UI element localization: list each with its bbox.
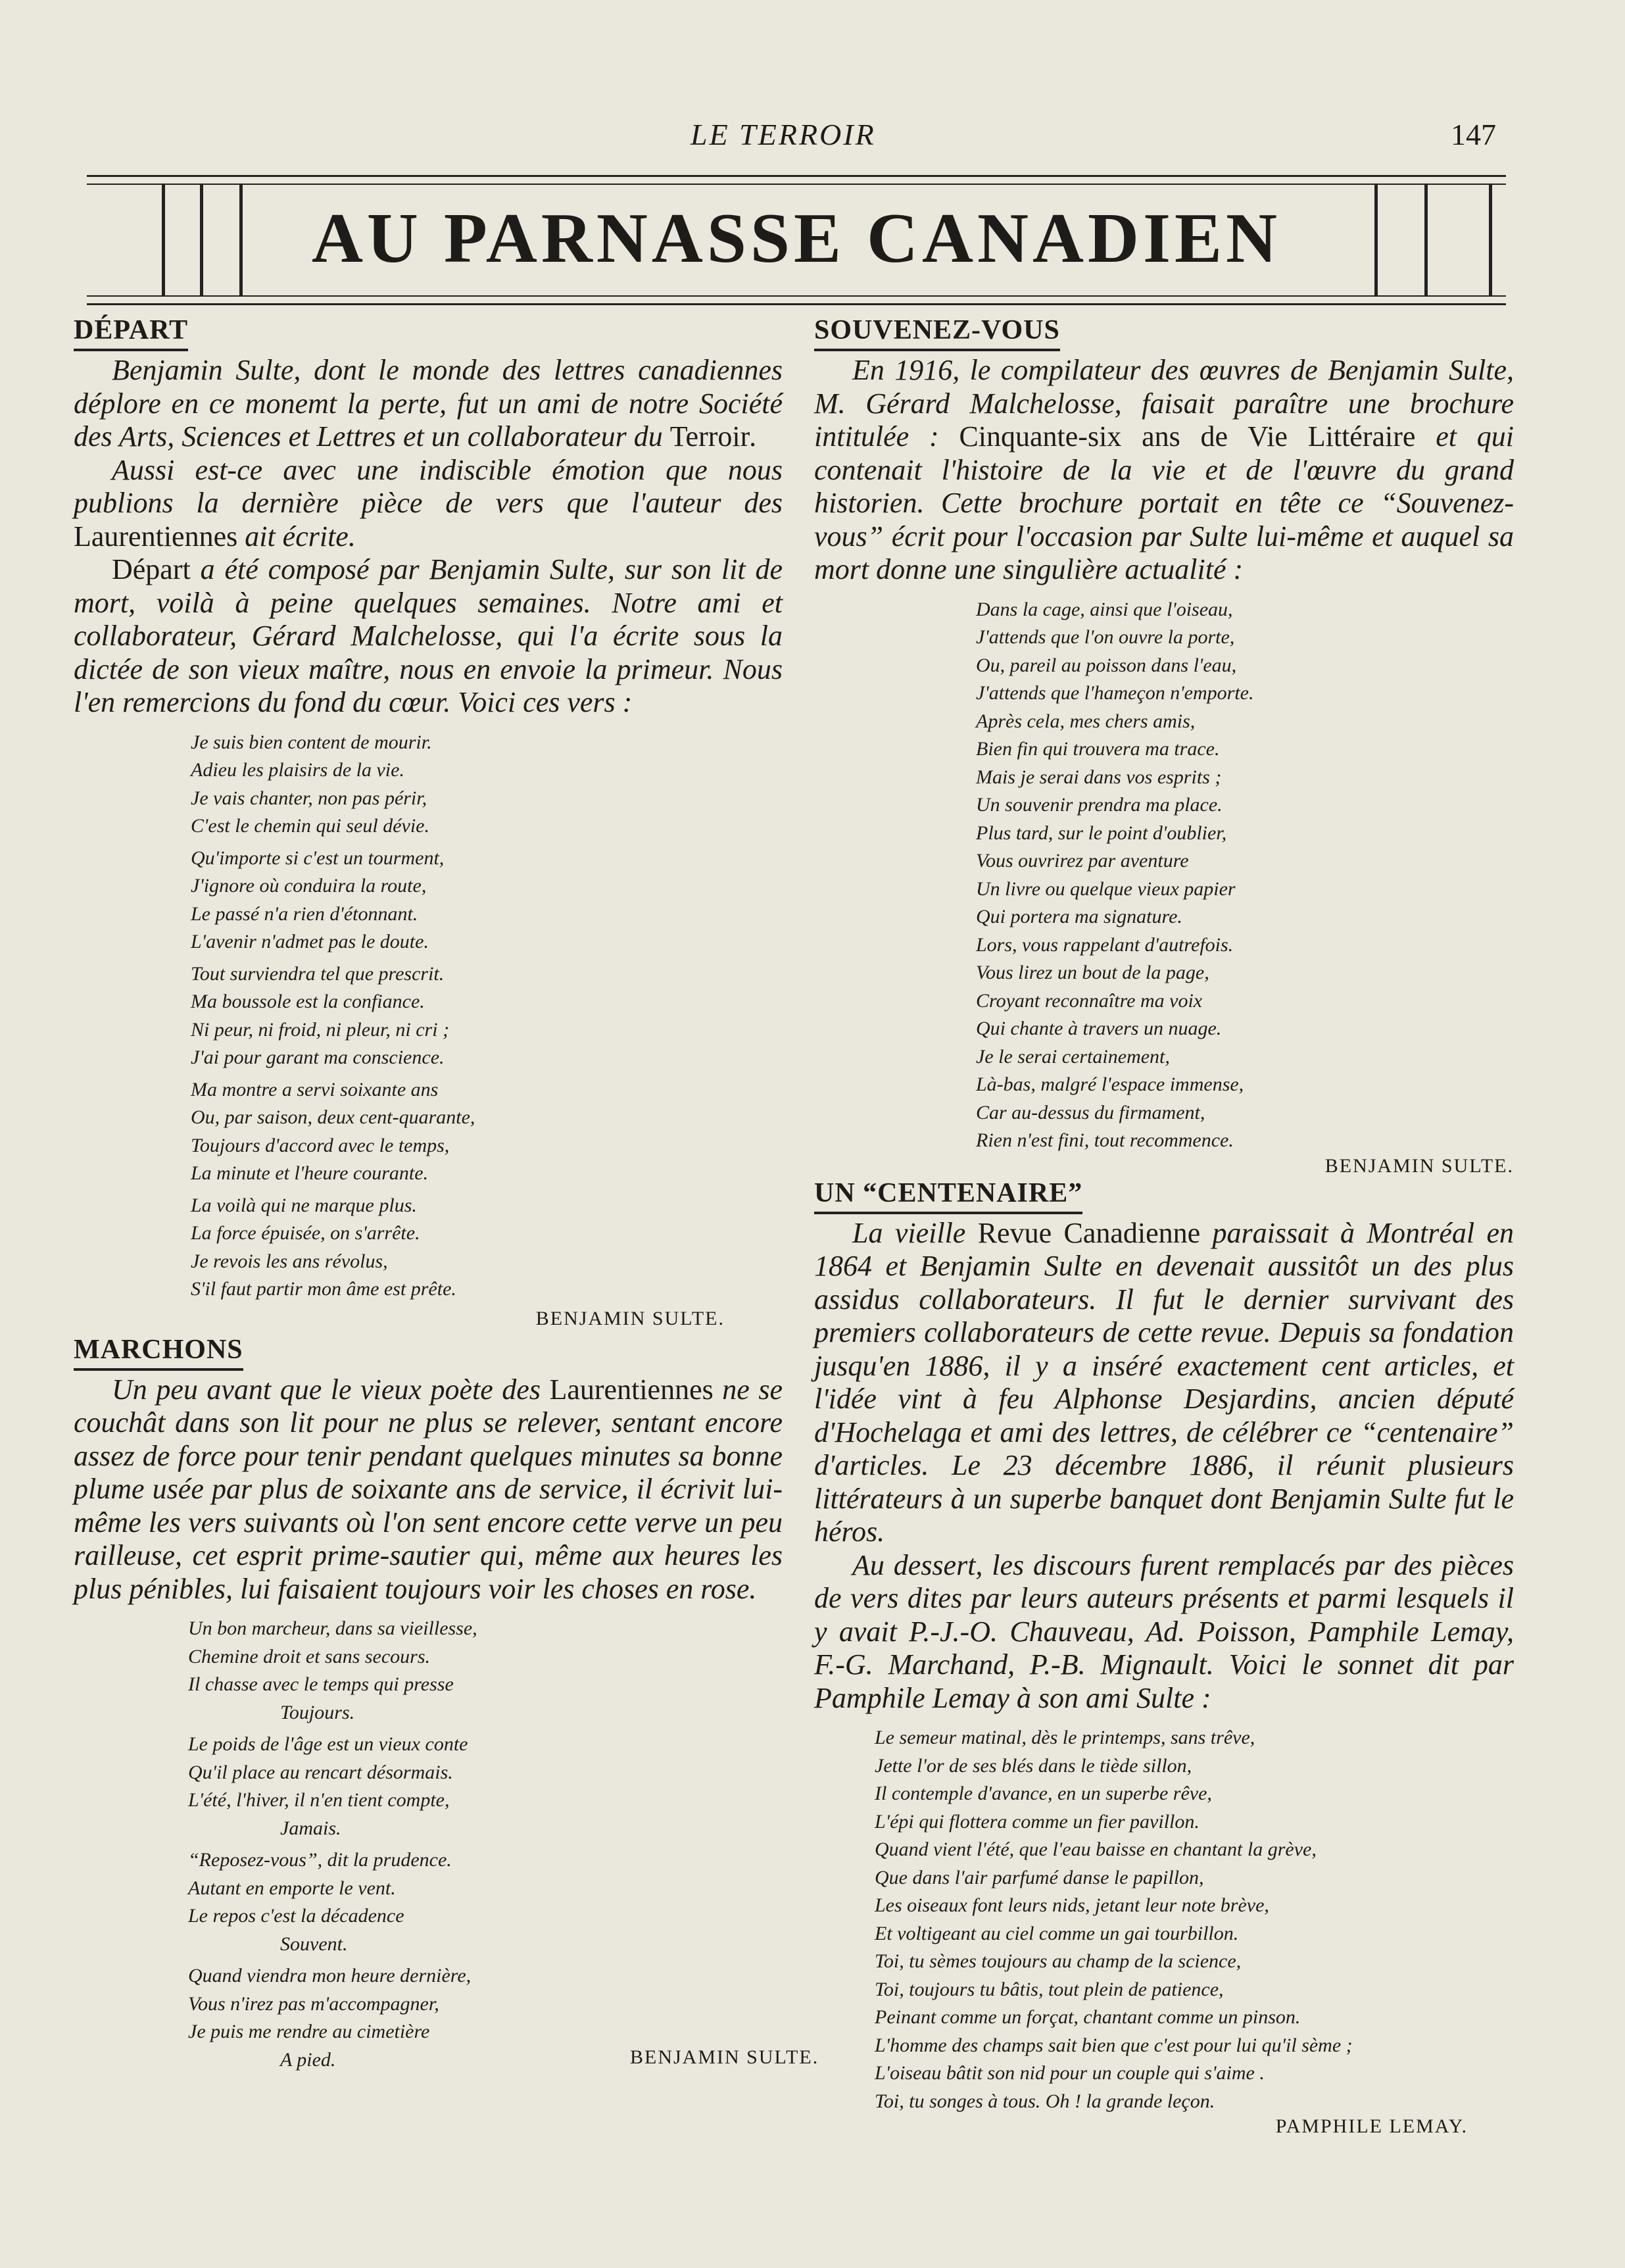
verse: Toi, tu sèmes toujours au champ de la science, bbox=[875, 1950, 1242, 1972]
verse: Qui portera ma signature. bbox=[976, 906, 1182, 927]
text: ait écrite. bbox=[237, 520, 356, 553]
verse: J'ignore où conduira la route, bbox=[191, 875, 427, 897]
poem-title: Départ bbox=[112, 553, 191, 585]
running-title: LE TERROIR bbox=[691, 118, 876, 151]
verse: Le repos c'est la décadence bbox=[188, 1905, 404, 1927]
text: Aussi est-ce avec une indiscible émotion que nous publions la dernière pièce de vers que l'auteur des bbox=[74, 453, 783, 519]
verse: J'attends que l'hameçon n'emporte. bbox=[976, 682, 1254, 704]
verse: Adieu les plaisirs de la vie. bbox=[191, 759, 404, 781]
verse: Dans la cage, ainsi que l'oiseau, bbox=[976, 598, 1233, 620]
section-depart bbox=[74, 314, 783, 1330]
verse: La force épuisée, on s'arrête. bbox=[191, 1222, 420, 1244]
verse: Les oiseaux font leurs nids, jetant leur note brève, bbox=[875, 1894, 1269, 1916]
verse: Quand viendra mon heure dernière, bbox=[188, 1965, 472, 1986]
verse: Lors, vous rappelant d'autrefois. bbox=[976, 933, 1234, 956]
verse: Croyant reconnaître ma voix bbox=[976, 989, 1203, 1012]
journal-title: Terroir bbox=[669, 420, 750, 453]
verse: Vous ouvrirez par aventure bbox=[976, 850, 1189, 872]
paragraph bbox=[74, 553, 783, 720]
stanza bbox=[191, 845, 783, 956]
verse: Je suis bien content de mourir. bbox=[191, 731, 432, 753]
section-souvenez-vous bbox=[814, 314, 1514, 1177]
verse: L'oiseau bâtit son nid pour un couple qui s'aime . bbox=[875, 2062, 1265, 2084]
verse: Chemine droit et sans secours. bbox=[188, 1645, 431, 1667]
verse: L'épi qui flottera comme un fier pavillon. bbox=[875, 1810, 1200, 1833]
verse: Il chasse avec le temps qui presse bbox=[188, 1673, 454, 1695]
verse: C'est le chemin qui seul dévie. bbox=[191, 815, 429, 837]
verse: L'avenir n'admet pas le doute. bbox=[191, 931, 429, 952]
stanza bbox=[191, 729, 783, 841]
verse: Qu'il place au rencart désormais. bbox=[188, 1761, 453, 1783]
verse: Toujours. bbox=[280, 1701, 355, 1723]
verse: L'été, l'hiver, il n'en tient compte, bbox=[188, 1789, 450, 1811]
verse: Quand vient l'été, que l'eau baisse en chantant la grève, bbox=[875, 1838, 1317, 1860]
verse: J'ai pour garant ma conscience. bbox=[191, 1047, 445, 1068]
stanza bbox=[188, 1846, 783, 1958]
paragraph bbox=[74, 354, 783, 454]
verse: Toi, tu songes à tous. Oh ! la grande leçon. bbox=[875, 2090, 1215, 2112]
verse: J'attends que l'on ouvre la porte, bbox=[976, 626, 1235, 648]
verse: Toujours d'accord avec le temps, bbox=[191, 1134, 450, 1156]
poem bbox=[976, 596, 1514, 1155]
verse: Car au-dessus du firmament, bbox=[976, 1101, 1205, 1123]
signature: BENJAMIN SULTE. bbox=[630, 2046, 819, 2068]
verse: “Reposez-vous”, dit la prudence. bbox=[188, 1849, 452, 1871]
verse: Le semeur matinal, dès le printemps, sans trêve, bbox=[875, 1727, 1255, 1748]
right-column bbox=[814, 314, 1514, 2138]
section-centenaire bbox=[814, 1177, 1514, 2138]
text: Benjamin Sulte, dont le monde des lettres canadiennes déplore en ce monemt la perte, fut un ami de notre Société des Arts, Sciences et Lettres et un collaborateur du bbox=[74, 354, 783, 453]
verse: Ma montre a servi soixante ans bbox=[191, 1078, 439, 1100]
verse: Je vais chanter, non pas périr, bbox=[191, 787, 427, 809]
running-head bbox=[0, 117, 1625, 157]
poem bbox=[875, 1724, 1514, 2115]
signature: PAMPHILE LEMAY. bbox=[1275, 2115, 1468, 2137]
section-heading: DÉPART bbox=[74, 314, 188, 351]
paragraph bbox=[814, 1549, 1514, 1715]
verse: Autant en emporte le vent. bbox=[188, 1877, 396, 1899]
verse: Je puis me rendre au cimetière bbox=[188, 2021, 430, 2042]
section-heading: UN “CENTENAIRE” bbox=[814, 1177, 1082, 1214]
verse: Un livre ou quelque vieux papier bbox=[976, 877, 1236, 900]
verse: Ou, par saison, deux cent-quarante, bbox=[191, 1106, 475, 1128]
stanza bbox=[188, 1731, 783, 1842]
signature: BENJAMIN SULTE. bbox=[1324, 1154, 1514, 1177]
verse: Après cela, mes chers amis, bbox=[976, 710, 1196, 732]
stanza bbox=[191, 1076, 783, 1188]
left-column bbox=[74, 314, 819, 2078]
verse: Ma boussole est la confiance. bbox=[191, 991, 425, 1012]
verse: Tout surviendra tel que prescrit. bbox=[191, 962, 445, 985]
text: et qui contenait l'histoire de la vie et de l'œuvre du grand historien. Cette brochure portait en tête ce “Souvenez-vous” écrit pour l'occasion par Sulte lui-même et auquel sa mort donne une singulière actualité : bbox=[814, 420, 1514, 585]
verse: Là-bas, malgré l'espace immense, bbox=[976, 1073, 1244, 1095]
title-banner bbox=[87, 175, 1506, 305]
verse: S'il faut partir mon âme est prête. bbox=[191, 1278, 456, 1300]
poem bbox=[191, 729, 783, 1304]
paragraph bbox=[814, 1217, 1514, 1549]
stanza bbox=[191, 1192, 783, 1304]
verse: Qui chante à travers un nuage. bbox=[976, 1018, 1222, 1039]
verse: Vous lirez un bout de la page, bbox=[976, 962, 1209, 983]
text: a été composé par Benjamin Sulte, sur son lit de mort, voilà à peine quelques semaines. Notre ami et collaborateur, Gérard Malchelosse, qui l'a écrite sous la dictée de son vieux maître, nous en envoie la primeur. Nous l'en remercions du fond du cœur. Voici ces vers : bbox=[74, 553, 783, 718]
poem bbox=[188, 1615, 819, 2074]
section-marchons bbox=[74, 1334, 819, 2075]
verse: Rien n'est fini, tout recommence. bbox=[976, 1129, 1234, 1151]
verse: L'homme des champs sait bien que c'est pour lui qu'il sème ; bbox=[875, 2034, 1353, 2056]
text: La vieille bbox=[852, 1216, 978, 1249]
paragraph bbox=[74, 1373, 783, 1606]
verse: La minute et l'heure courante. bbox=[191, 1162, 429, 1184]
stanza bbox=[191, 960, 783, 1072]
book-title: Cinquante-six ans de Vie Littéraire bbox=[959, 420, 1416, 453]
verse: Je le serai certainement, bbox=[976, 1045, 1170, 1068]
text: Un peu avant que le vieux poète des bbox=[112, 1373, 550, 1406]
verse: Peinant comme un forçat, chantant comme un pinson. bbox=[875, 2006, 1301, 2028]
paragraph bbox=[74, 454, 783, 554]
verse: Il contemple d'avance, en un superbe rêve, bbox=[875, 1783, 1212, 1804]
verse: Qu'importe si c'est un tourment, bbox=[191, 847, 445, 869]
verse: Le poids de l'âge est un vieux conte bbox=[188, 1733, 468, 1755]
text: En 1916, le compilateur des œuvres de Benjamin Sulte, M. Gérard Malchelosse, faisait paraître une brochure intitulée : bbox=[814, 354, 1514, 453]
verse: Toi, toujours tu bâtis, tout plein de patience, bbox=[875, 1978, 1224, 2000]
verse: Bien fin qui trouvera ma trace. bbox=[976, 738, 1220, 760]
paragraph bbox=[814, 354, 1514, 587]
verse: Ou, pareil au poisson dans l'eau, bbox=[976, 654, 1237, 676]
verse: Le passé n'a rien d'étonnant. bbox=[191, 902, 418, 925]
text: ne se couchât dans son lit pour ne plus se relever, sentant encore assez de force pour tenir pendant quelques minutes sa bonne plume usée par plus de soixante ans de service, il écrivit lui-même les vers suivants où l'on sent encore cette verve un peu railleuse, cet esprit prime-sautier qui, même aux heures les plus pénibles, lui faisaient toujours voir les choses en rose. bbox=[74, 1373, 783, 1605]
verse: Vous n'irez pas m'accompagner, bbox=[188, 1992, 439, 2015]
verse: Jette l'or de ses blés dans le tiède sillon, bbox=[875, 1754, 1192, 1777]
verse: Je revois les ans révolus, bbox=[191, 1250, 388, 1272]
verse: Que dans l'air parfumé danse le papillon, bbox=[875, 1866, 1204, 1888]
book-title: Laurentiennes bbox=[549, 1373, 714, 1406]
text: paraissait à Montréal en 1864 et Benjamin Sulte en devenait aussitôt un des plus assidus collaborateurs. Il fut le dernier survivant des premiers collaborateurs de cette revue. Depuis sa fondation jusqu'en 1886, il y a inséré exactement cent articles, et l'idée vint à feu Alphonse Desjardins, ancien député d'Hochelaga et ami des lettres, de célébrer ce “centenaire” d'articles. Le 23 décembre 1886, il réunit plusieurs littérateurs à un superbe banquet dont Benjamin Sulte fut le héros. bbox=[814, 1216, 1514, 1548]
verse: Ni peur, ni froid, ni pleur, ni cri ; bbox=[191, 1018, 450, 1041]
verse: Mais je serai dans vos esprits ; bbox=[976, 766, 1222, 788]
book-title: Laurentiennes bbox=[74, 520, 238, 553]
verse: Un bon marcheur, dans sa vieillesse, bbox=[188, 1617, 477, 1639]
verse: Et voltigeant au ciel comme un gai tourbillon. bbox=[875, 1922, 1239, 1944]
verse: La voilà qui ne marque plus. bbox=[191, 1194, 417, 1216]
signature: BENJAMIN SULTE. bbox=[535, 1307, 725, 1329]
section-heading: SOUVENEZ-VOUS bbox=[814, 314, 1060, 351]
page-title: AU PARNASSE CANADIEN bbox=[311, 199, 1282, 278]
text: Au dessert, les discours furent remplacés par des pièces de vers dites par leurs auteurs présents et parmi lesquels il y avait P.-J.-O. Chauveau, Ad. Poisson, Pamphile Lemay, F.-G. Marchand, P.-B. Mignault. Voici le sonnet dit par Pamphile Lemay à son ami Sulte : bbox=[814, 1548, 1514, 1714]
verse: Souvent. bbox=[280, 1933, 348, 1955]
page-number: 147 bbox=[1451, 118, 1496, 151]
text: . bbox=[750, 420, 758, 453]
section-heading: MARCHONS bbox=[74, 1334, 243, 1371]
journal-title: Revue Canadienne bbox=[977, 1216, 1201, 1249]
verse: Jamais. bbox=[280, 1817, 341, 1839]
verse: A pied. bbox=[280, 2048, 336, 2071]
verse: Un souvenir prendra ma place. bbox=[976, 794, 1223, 816]
verse: Plus tard, sur le point d'oublier, bbox=[976, 822, 1227, 844]
stanza bbox=[188, 1615, 783, 1727]
